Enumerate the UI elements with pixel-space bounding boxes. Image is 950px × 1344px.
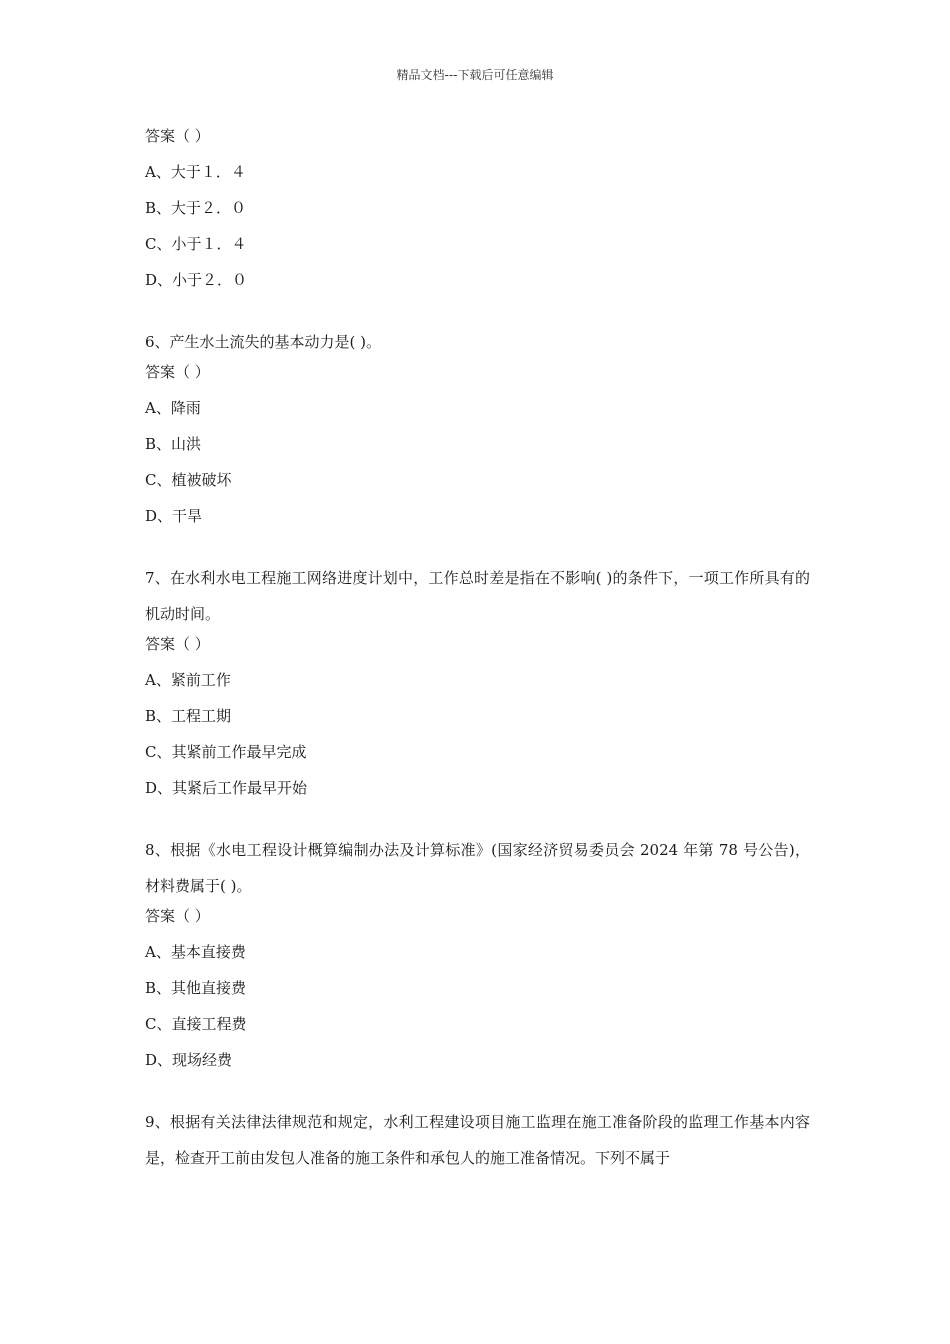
option-c: C、植被破坏 — [145, 471, 232, 489]
question-block-7 — [145, 560, 810, 812]
question-block-5 — [145, 124, 810, 304]
option-a: A、基本直接费 — [145, 943, 246, 961]
question-block-6 — [145, 324, 810, 540]
answer-line: 答案（ ） — [145, 635, 210, 653]
option-b: B、工程工期 — [145, 707, 232, 725]
question-text: 9、根据有关法律法律规范和规定，水利工程建设项目施工监理在施工准备阶段的监理工作基本内容是，检查开工前由发包人准备的施工条件和承包人的施工准备情况。下列不属于 — [145, 1113, 810, 1167]
option-c: C、直接工程费 — [145, 1015, 247, 1033]
option-d: D、小于２．０ — [145, 271, 248, 289]
question-text: 8、根据《水电工程设计概算编制办法及计算标准》(国家经济贸易委员会 2024 年第 78 号公告)，材料费属于( )。 — [145, 841, 810, 895]
question-text: 6、产生水土流失的基本动力是( )。 — [145, 333, 382, 351]
option-b: B、其他直接费 — [145, 979, 247, 997]
option-a: A、紧前工作 — [145, 671, 231, 689]
document-body — [145, 124, 810, 1176]
option-c: C、其紧前工作最早完成 — [145, 743, 307, 761]
option-c: C、小于１．４ — [145, 235, 247, 253]
option-a: A、大于１．４ — [145, 163, 246, 181]
question-text: 7、在水利水电工程施工网络进度计划中，工作总时差是指在不影响( )的条件下，一项工作所具有的机动时间。 — [145, 569, 810, 623]
page-header: 精品文档---下载后可任意编辑 — [396, 68, 554, 82]
question-block-9 — [145, 1104, 810, 1176]
option-d: D、现场经费 — [145, 1051, 233, 1069]
question-block-8 — [145, 832, 810, 1084]
answer-line: 答案（ ） — [145, 363, 210, 381]
option-d: D、干旱 — [145, 507, 203, 525]
answer-line: 答案（ ） — [145, 907, 210, 925]
answer-line: 答案（ ） — [145, 127, 210, 145]
option-a: A、降雨 — [145, 399, 201, 417]
option-d: D、其紧后工作最早开始 — [145, 779, 308, 797]
option-b: B、大于２．０ — [145, 199, 247, 217]
option-b: B、山洪 — [145, 435, 202, 453]
